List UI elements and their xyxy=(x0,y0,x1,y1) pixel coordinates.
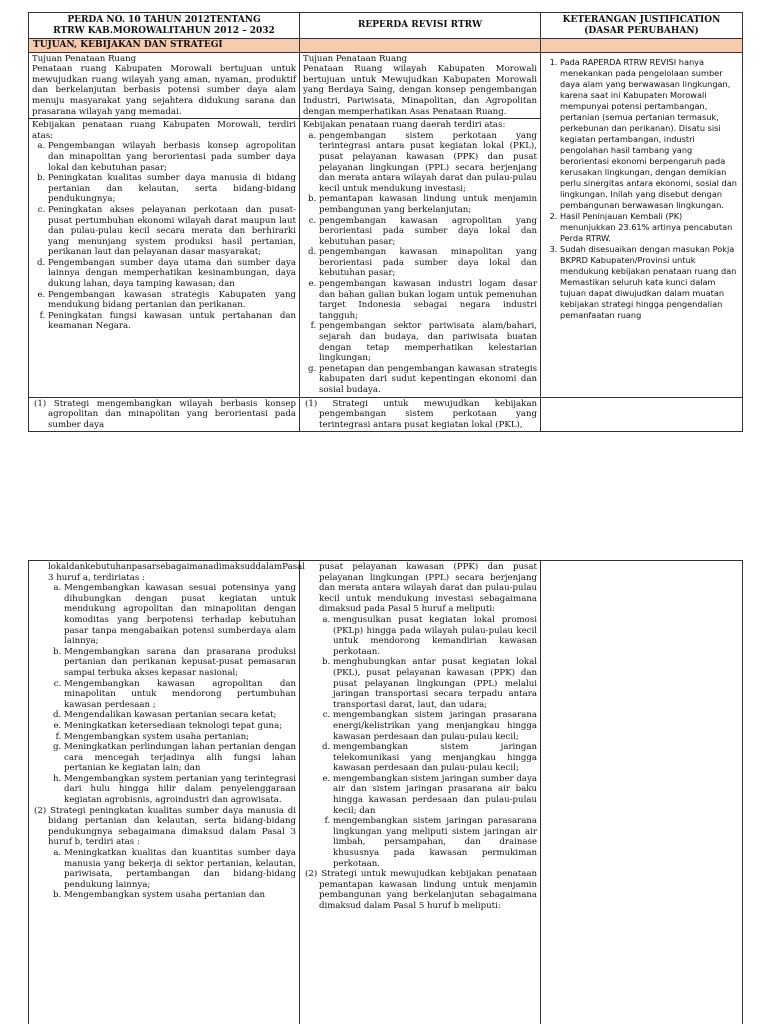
header-perda-line2: RTRW KAB.MOROWALITAHUN 2012 – 2032 xyxy=(53,25,275,36)
list-item: f. Mengembangkan system usaha pertanian; xyxy=(64,732,296,743)
perda-strategi-cont-cell xyxy=(29,561,305,1024)
table-header-row xyxy=(29,13,743,39)
empty-cell xyxy=(541,561,743,1024)
header-perda-line1: PERDA NO. 10 TAHUN 2012TENTANG xyxy=(67,15,261,25)
list-item: e. Meningkatkan ketersediaan teknologi tepat guna; xyxy=(64,721,296,732)
perda-strategi-1 xyxy=(32,399,296,431)
reperda-strategi-1 xyxy=(303,399,537,431)
list-item: b. Peningkatan kualitas sumber daya manusia di bidang pertanian dan kelautan, serta bidang-bidang pendukungnya; xyxy=(48,173,296,205)
table-row xyxy=(29,397,743,432)
list-item: c. Mengembangkan kawasan agropolitan dan minapolitan untuk mendorong pertumbuhan kawasan perdesaan ; xyxy=(64,679,296,711)
header-justification-line2: (DASAR PERUBAHAN) xyxy=(584,25,699,36)
comparison-table xyxy=(28,12,743,432)
perda-kebijakan-intro: Kebijakan penataan ruang Kabupaten Morowali, terdiri atas: xyxy=(32,120,296,141)
perda-tujuan-text: Penataan ruang Kabupaten Morowali bertujuan untuk mewujudkan ruang wilayah yang aman, nyaman, produktif dan berkelanjutan berbasis potensi sumber daya alam menuju masyarakat yang sejahtera didukung sarana dan prasarana wilayah yang memadai. xyxy=(32,64,296,117)
list-item: d. Pengembangan sumber daya utama dan sumber daya lainnya dengan memperhatikan kesinambungan, daya dukung lahan, daya tamping kawasan; dan xyxy=(48,258,296,290)
document-page-2 xyxy=(28,560,768,1024)
reperda-kebijakan-list xyxy=(303,131,537,396)
perda-strategi-1-list xyxy=(32,583,296,805)
item-number: (2) xyxy=(34,805,47,816)
list-item: g. Meningkatkan perlindungan lahan pertanian dengan cara mencegah terjadinya alih fungsi lahan pertanian ke kegiatan lain; dan xyxy=(64,742,296,774)
comparison-table-continued xyxy=(28,560,743,1024)
list-item: e. Pengembangan kawasan strategis Kabupaten yang mendukung bidang pertanian dan perikanan. xyxy=(48,290,296,311)
list-item: e. pengembangan kawasan industri logam dasar dan bahan galian bukan logam untuk pemenuhan target Indonesia sebagai negara industri tangguh; xyxy=(319,279,537,321)
reperda-kebijakan-cell xyxy=(300,119,541,397)
header-justification xyxy=(541,13,743,39)
perda-strategi-2 xyxy=(32,806,296,848)
header-reperda xyxy=(300,13,541,39)
item-number: (1) xyxy=(305,398,318,409)
list-item: d. pengembangan kawasan minapolitan yang berorientasi pada sumber daya lokal dan kebutuhan pasar; xyxy=(319,247,537,279)
list-item: 1. Pada RAPERDA RTRW REVISI hanya menekankan pada pengelolaan sumber daya alam yang berwawasan lingkungan, karena saat ini Kabupaten Morowali mempunyai potensi pertambangan, pertanian (semua pertanian termasuk, perkebunan dan perikanan). Disatu sisi kegiatan pertambangan, industri pengolahan hasil tambang yang berorientasi ekonomi berpengaruh pada kerusakan lingkungan, dengan demikian perlu sinergitas antara ekonomi, sosial dan lingkungan. Inilah yang disebut dengan pembangunan berwawasan lingkungan. xyxy=(560,57,739,211)
paragraph-text: Strategi peningkatan kualitas sumber daya manusia di bidang pertanian dan kelautan, serta bidang-bidang pendukungnya sebagaimana dimaksud dalam Pasal 3 huruf b, terdiri atas : xyxy=(48,805,297,848)
list-item: 3. Sudah disesuaikan dengan masukan Pokja BKPRD Kabupaten/Provinsi untuk mendukung kebijakan penataan ruang dan Memastikan seluruh kata kunci dalam tujuan dapat diwujudkan dalam muatan kebijakan strategi hingga pengendalian pemanfaatan ruang xyxy=(560,244,739,321)
reperda-tujuan-title: Tujuan Penataan Ruang xyxy=(303,53,408,64)
list-item: a. pengembangan sistem perkotaan yang terintegrasi antara pusat kegiatan lokal (PKL), pusat pelayanan kawasan (PPK) dan pusat pelayanan lingkungan (PPL) secara berjenjang dan merata antara wilayah darat dan pulau-pulau kecil untuk mendukung investasi; xyxy=(319,131,537,195)
list-item: a. Pengembangan wilayah berbasis konsep agropolitan dan minapolitan yang berorientasi pada sumber daya lokal dan kebutuhan pasar; xyxy=(48,141,296,173)
section-title: TUJUAN, KEBIJAKAN DAN STRATEGI xyxy=(29,39,300,53)
list-item: b. pemantapan kawasan lindung untuk menjamin pembangunan yang berkelanjutan; xyxy=(319,194,537,215)
list-item: c. pengembangan kawasan agropolitan yang berorientasi pada sumber daya lokal dan kebutuhan pasar; xyxy=(319,216,537,248)
empty-cell xyxy=(541,397,743,432)
paragraph-text: Strategi untuk mewujudkan kebijakan penataan pemantapan kawasan lindung untuk menjamin pembangunan yang berkelanjutan sebagaimana dimaksud dalam Pasal 5 huruf b meliputi: xyxy=(319,869,538,911)
reperda-strategi-1-list xyxy=(303,615,537,869)
justification-cell xyxy=(541,52,743,397)
paragraph-text: Strategi untuk mewujudkan kebijakan pengembangan sistem perkotaan yang terintegrasi antara pusat kegiatan lokal (PKL), xyxy=(319,398,537,430)
list-item: b. Mengembangkan system usaha pertanian dan xyxy=(64,890,296,901)
list-item: b. menghubungkan antar pusat kegiatan lokal (PKL), pusat pelayanan kawasan (PPK) dan pusat pelayanan lingkungan (PPL) melalui jaringan transportasi secara terpadu antara transportasi darat, laut, dan udara; xyxy=(333,657,537,710)
paragraph-text: Strategi mengembangkan wilayah berbasis konsep agropolitan dan minapolitan yang berorientasi pada sumber daya xyxy=(48,398,296,430)
list-item: f. Peningkatan fungsi kawasan untuk pertahanan dan keamanan Negara. xyxy=(48,311,296,332)
list-item: c. mengembangkan sistem jaringan prasarana energi/kelistrikan yang menjangkau hingga kawasan perdesaan dan pulau-pulau kecil; xyxy=(333,710,537,742)
table-row xyxy=(29,52,743,119)
perda-kebijakan-cell xyxy=(29,119,300,397)
list-item: d. mengembangkan sistem jaringan telekomunikasi yang menjangkau hingga kawasan perdesaan dan pulau-pulau kecil; xyxy=(333,742,537,774)
list-item: c. Peningkatan akses pelayanan perkotaan dan pusat-pusat pertumbuhan ekonomi wilayah darat maupun laut dan pulau-pulau kecil secara merata dan berhirarki yang menunjang system produksi hasil pertanian, perikanan laut dan pelayanan dasar masyarakat; xyxy=(48,205,296,258)
list-item: g. penetapan dan pengembangan kawasan strategis kabupaten dari sudut kepentingan ekonomi dan sosial budaya. xyxy=(319,364,537,396)
list-item: a. Meningkatkan kualitas dan kuantitas sumber daya manusia yang bekerja di sektor pertanian, kelautan, pariwisata, pertambangan dan bidang-bidang pendukung lainnya; xyxy=(64,848,296,890)
perda-strategi-2-list xyxy=(32,848,296,901)
header-reperda-label: REPERDA REVISI RTRW xyxy=(357,20,483,31)
reperda-strategi-cont: pusat pelayanan kawasan (PPK) dan pusat pelayanan lingkungan (PPL) secara berjenjang dan merata antara wilayah darat dan pulau-pulau kecil untuk mendukung investasi sebagaimana dimaksud pada Pasal 5 huruf a meliputi: xyxy=(319,562,537,615)
list-item: 2. Hasil Peninjauan Kembali (PK) menunjukkan 23.61% artinya pencabutan Perda RTRW. xyxy=(560,211,739,244)
perda-strategi-cont: lokaldankebutuhanpasarsebagaimanadimaksuddalamPasal 3 huruf a, terdiriatas : xyxy=(48,562,305,583)
reperda-tujuan-text: Penataan Ruang wilayah Kabupaten Morowali bertujuan untuk Mewujudkan Kabupaten Morowali yang Berdaya Saing, dengan konsep pengembangan Industri, Pariwisata, Minapolitan, dan Agropolitan dengan memperhatikan Asas Penataan Ruang. xyxy=(303,64,537,117)
item-number: (1) xyxy=(34,398,47,409)
list-item: h. Mengembangkan system pertanian yang terintegrasi dari hulu hingga hilir dalam penyelenggaraan kegiatan agrobisnis, agroindustri dan agrowisata. xyxy=(64,774,296,806)
reperda-strategi-cell xyxy=(300,397,541,432)
list-item: a. Mengembangkan kawasan sesuai potensinya yang dihubungkan dengan pusat kegiatan untuk mendukung agropolitan dan minapolitan dengan komoditas yang berpotensi terhadap kebutuhan pasar tanpa mengabaikan potensi sumberdaya alam lainnya; xyxy=(64,583,296,647)
section-empty-cell xyxy=(300,39,541,53)
list-item: b. Mengembangkan sarana dan prasarana produksi pertanian dan perikanan kepusat-pusat pemasaran sampai terbuka akses kepasar nasional; xyxy=(64,647,296,679)
perda-strategi-cell xyxy=(29,397,300,432)
list-item: d. Mengendalikan kawasan pertanian secara ketat; xyxy=(64,710,296,721)
list-item: a. mengusulkan pusat kegiatan lokal promosi (PKLp) hingga pada wilayah pulau-pulau kecil untuk mendorong kemandirian kawasan perkotaan. xyxy=(333,615,537,657)
reperda-kebijakan-intro: Kebijakan penataan ruang daerah terdiri atas: xyxy=(303,120,506,131)
perda-kebijakan-list xyxy=(32,141,296,332)
header-justification-line1: KETERANGAN JUSTIFICATION xyxy=(562,15,721,25)
header-perda xyxy=(29,13,300,39)
document-page-1 xyxy=(28,12,768,522)
reperda-strategi-2 xyxy=(303,869,537,911)
list-item: f. pengembangan sektor pariwisata alam/bahari, sejarah dan budaya, dan pariwisata buatan dengan tetap memperhatikan kelestarian lingkungan; xyxy=(319,321,537,363)
justification-list xyxy=(544,57,739,321)
item-number: (2) xyxy=(305,869,318,880)
table-row xyxy=(29,561,743,1024)
perda-tujuan-title: Tujuan Penataan Ruang xyxy=(32,53,137,64)
reperda-strategi-cont-cell xyxy=(300,561,541,1024)
list-item: f. mengembangkan sistem jaringan parasarana lingkungan yang meliputi sistem jaringan air limbah, persampahan, dan drainase khususnya pada kawasan permukiman perkotaan. xyxy=(333,816,537,869)
list-item: e. mengembangkan sistem jaringan sumber daya air dan sistem jaringan prasarana air baku hingga kawasan perdesaan dan pulau-pulau kecil; dan xyxy=(333,774,537,816)
reperda-tujuan-cell xyxy=(300,52,541,119)
section-row xyxy=(29,39,743,53)
perda-tujuan-cell xyxy=(29,52,300,119)
section-empty-cell xyxy=(541,39,743,53)
